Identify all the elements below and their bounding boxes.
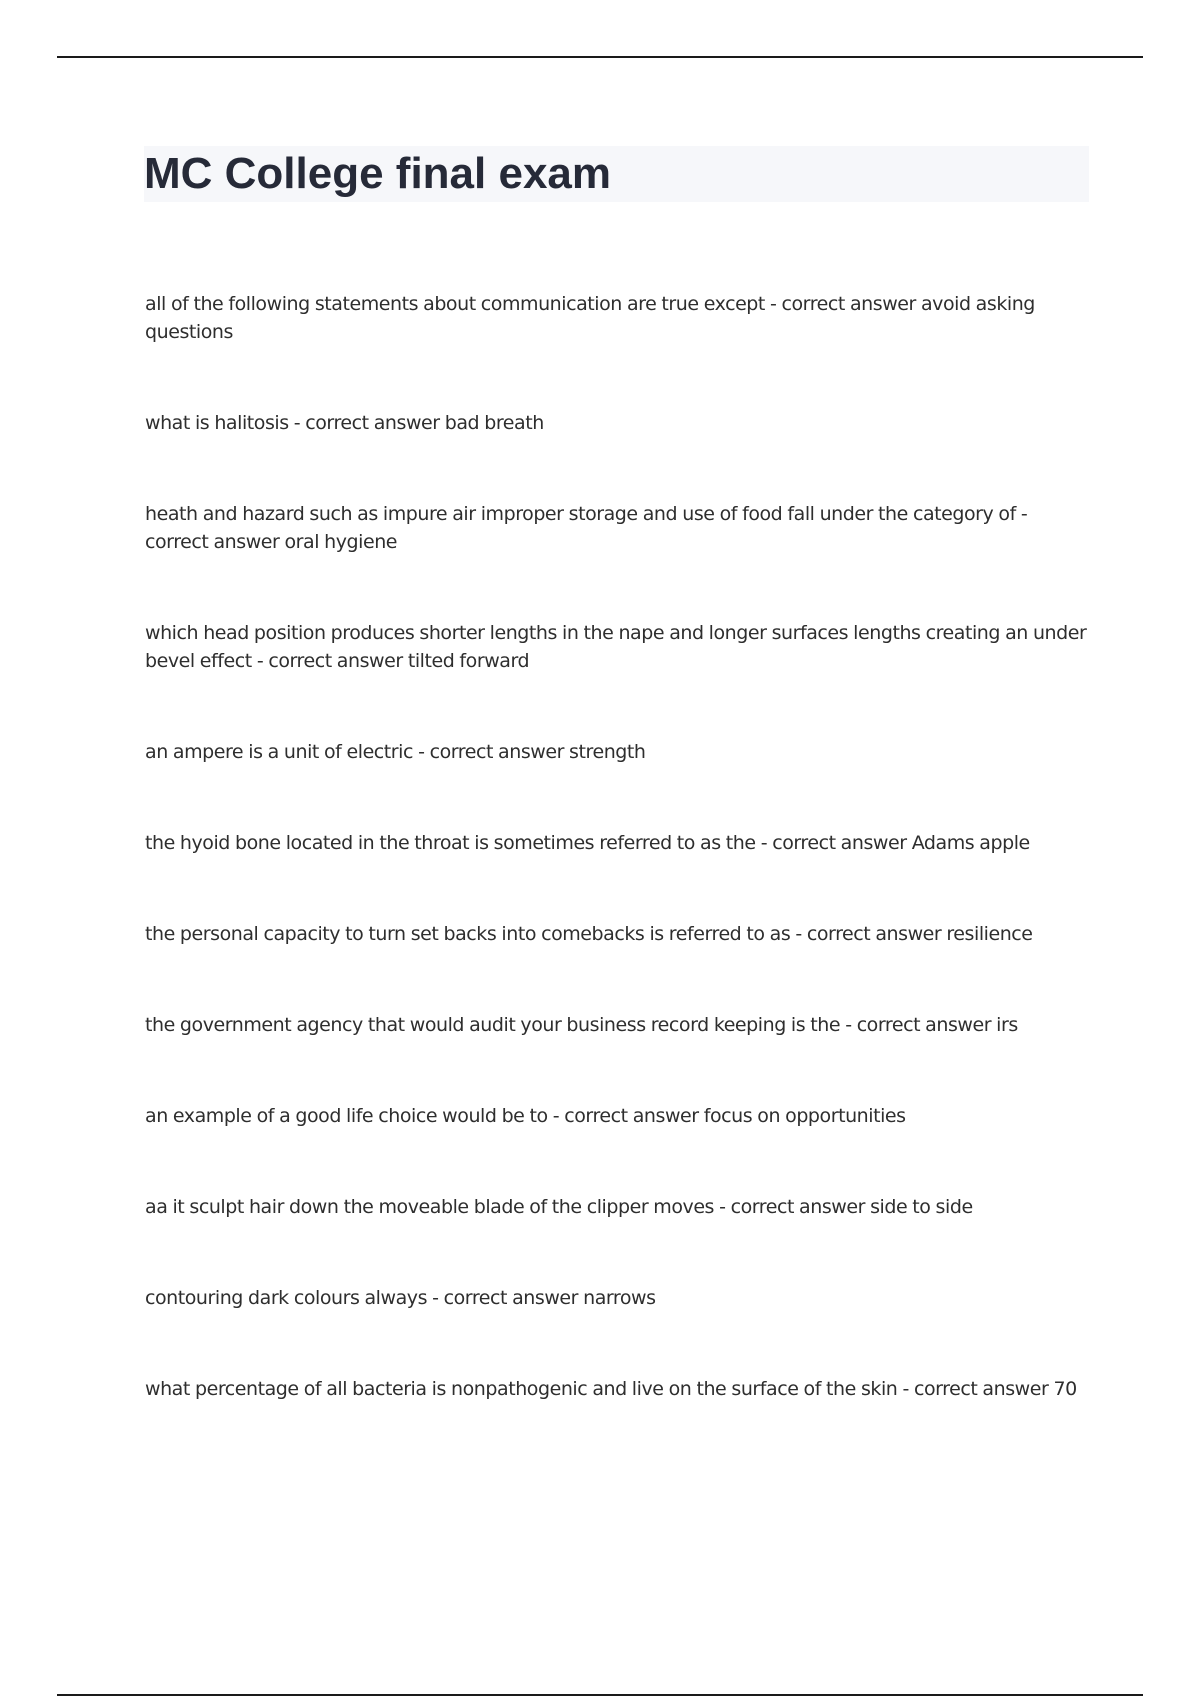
question-answer-list [145, 290, 1090, 1466]
qa-item-2: what is halitosis - correct answer bad breath [145, 412, 544, 434]
qa-item-9: an example of a good life choice would be to - correct answer focus on opportunities [145, 1105, 906, 1127]
qa-item-11: contouring dark colours always - correct answer narrows [145, 1287, 656, 1309]
qa-item-7: the personal capacity to turn set backs into comebacks is referred to as - correct answer resilience [145, 923, 1033, 945]
qa-item-4: which head position produces shorter lengths in the nape and longer surfaces lengths creating an under bevel effect - correct answer tilted forward [145, 622, 1087, 672]
qa-item-1: all of the following statements about communication are true except - correct answer avoid asking questions [145, 293, 1035, 343]
qa-item-10: aa it sculpt hair down the moveable blade of the clipper moves - correct answer side to side [145, 1196, 973, 1218]
qa-item-8: the government agency that would audit your business record keeping is the - correct answer irs [145, 1014, 1018, 1036]
header-rule [57, 56, 1143, 58]
footer-rule [57, 1694, 1143, 1696]
qa-item-5: an ampere is a unit of electric - correct answer strength [145, 741, 646, 763]
page-title: MC College final exam [144, 149, 612, 198]
qa-item-6: the hyoid bone located in the throat is sometimes referred to as the - correct answer Adams apple [145, 832, 1030, 854]
qa-item-3: heath and hazard such as impure air improper storage and use of food fall under the category of - correct answer oral hygiene [145, 503, 1028, 553]
qa-item-12: what percentage of all bacteria is nonpathogenic and live on the surface of the skin - correct answer 70 [145, 1378, 1077, 1400]
title-banner [144, 146, 1089, 202]
